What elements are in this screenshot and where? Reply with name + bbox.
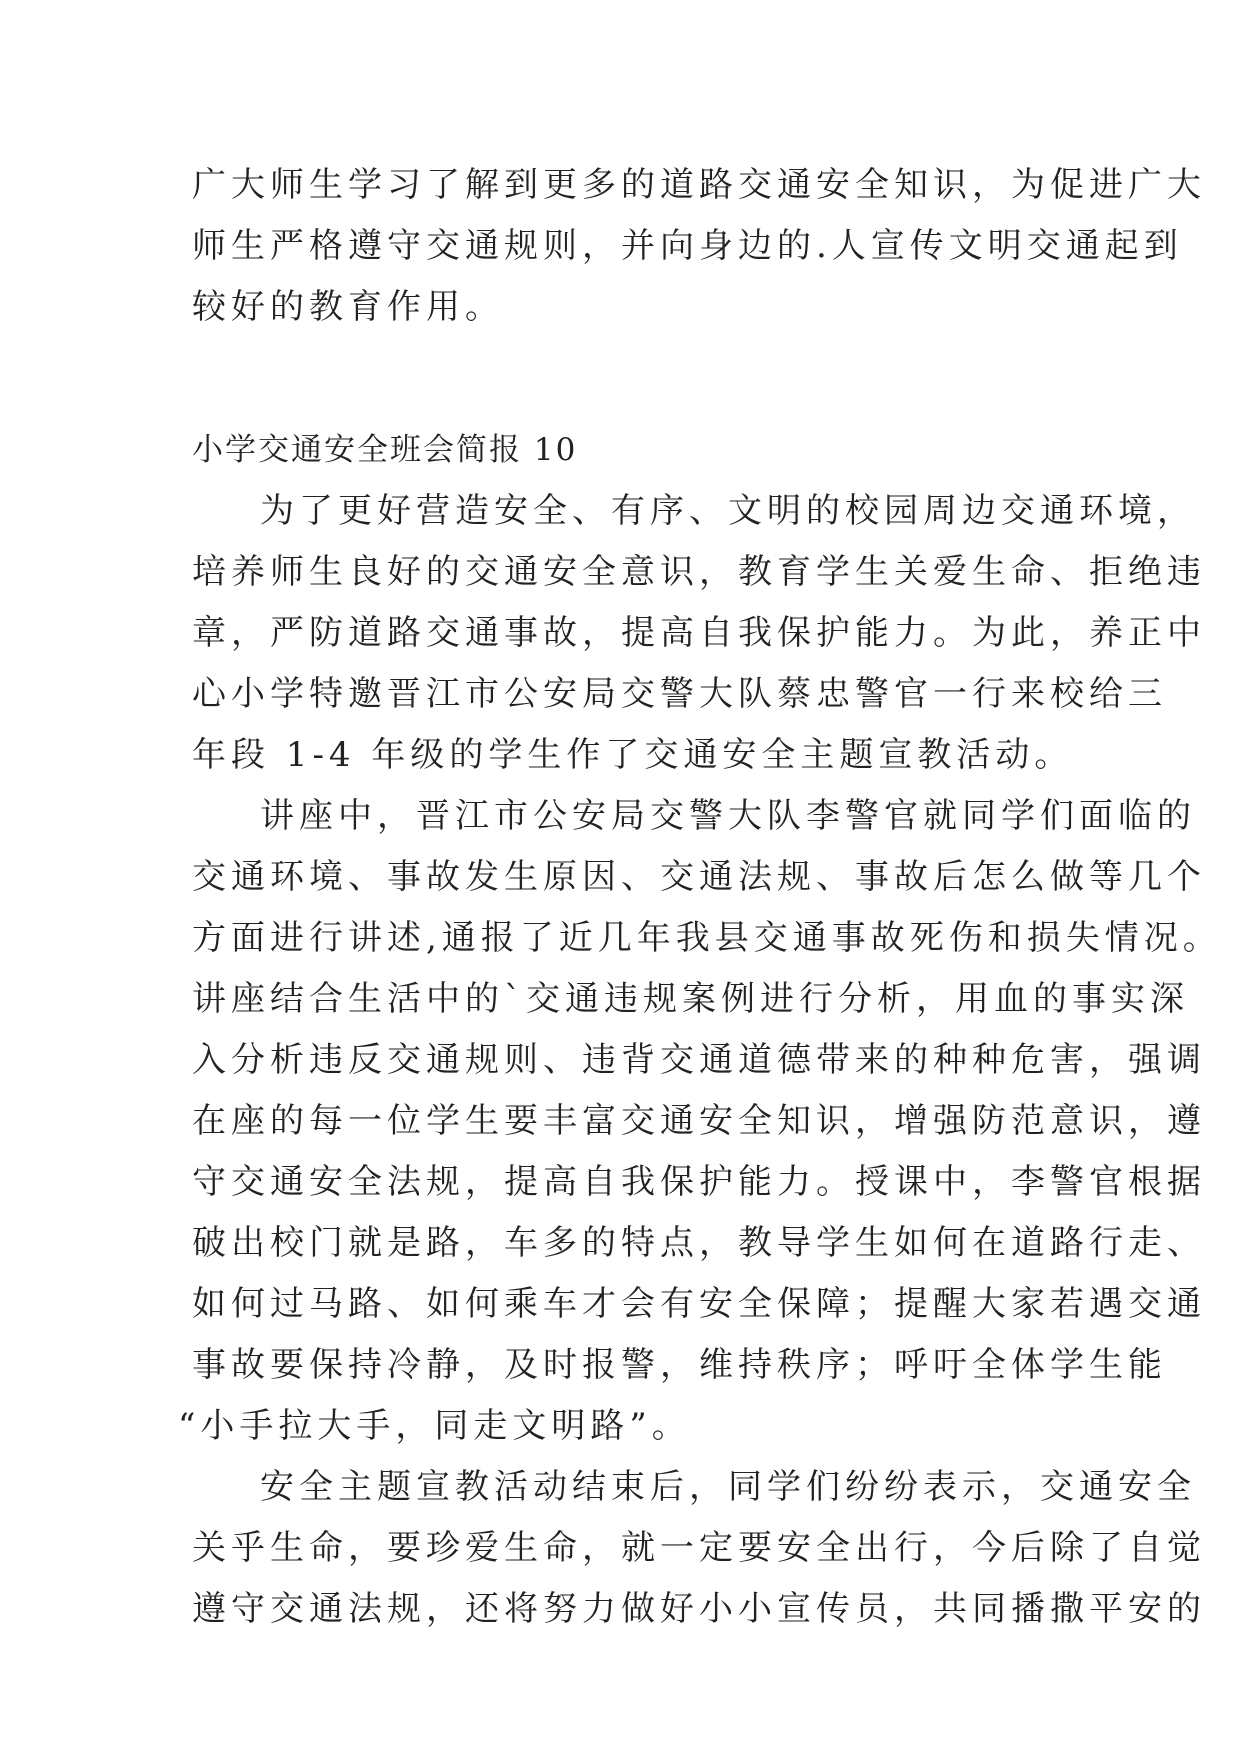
section-title: 小学交通安全班会简报 10 xyxy=(192,432,578,468)
text-line: 讲座中，晋江市公安局交警大队李警官就同学们面临的 xyxy=(260,796,1196,836)
paragraph-conclusion xyxy=(192,1457,1206,1640)
text-line: 事故要保持冷静，及时报警，维持秩序；呼吁全体学生能 xyxy=(192,1345,1167,1385)
text-line: 守交通安全法规，提高自我保护能力。授课中，李警官根据 xyxy=(192,1162,1206,1202)
text-line: 广大师生学习了解到更多的道路交通安全知识，为促进广大 xyxy=(192,165,1206,205)
text-line: 章，严防道路交通事故，提高自我保护能力。为此，养正中 xyxy=(192,613,1206,653)
text-line: 讲座结合生活中的`交通违规案例进行分析，用血的事实深 xyxy=(192,979,1189,1019)
top-paragraph xyxy=(192,155,1206,338)
document-body xyxy=(178,155,1222,1640)
text-line: “小手拉大手，同走文明路”。 xyxy=(178,1406,691,1446)
text-line: 方面进行讲述,通报了近几年我县交通事故死伤和损失情况。 xyxy=(192,918,1222,958)
text-line: 安全主题宣教活动结束后，同学们纷纷表示，交通安全 xyxy=(260,1467,1196,1507)
text-line: 入分析违反交通规则、违背交通道德带来的种种危害，强调 xyxy=(192,1040,1206,1080)
text-line: 年段 1-4 年级的学生作了交通安全主题宣教活动。 xyxy=(192,735,1074,775)
text-line: 心小学特邀晋江市公安局交警大队蔡忠警官一行来校给三 xyxy=(192,674,1167,714)
paragraph-intro xyxy=(192,481,1206,786)
text-line: 培养师生良好的交通安全意识，教育学生关爱生命、拒绝违 xyxy=(192,552,1206,592)
text-line: 师生严格遵守交通规则，并向身边的.人宣传文明交通起到 xyxy=(192,226,1183,266)
text-line: 交通环境、事故发生原因、交通法规、事故后怎么做等几个 xyxy=(192,857,1206,897)
text-line: 遵守交通法规，还将努力做好小小宣传员，共同播撒平安的 xyxy=(192,1589,1206,1629)
text-line: 破出校门就是路，车多的特点，教导学生如何在道路行走、 xyxy=(192,1223,1206,1263)
text-line: 在座的每一位学生要丰富交通安全知识，增强防范意识，遵 xyxy=(192,1101,1206,1141)
text-line: 如何过马路、如何乘车才会有安全保障；提醒大家若遇交通 xyxy=(192,1284,1206,1324)
text-line: 关乎生命，要珍爱生命，就一定要安全出行，今后除了自觉 xyxy=(192,1528,1206,1568)
text-line: 为了更好营造安全、有序、文明的校园周边交通环境， xyxy=(260,491,1196,531)
text-line: 较好的教育作用。 xyxy=(192,287,504,327)
paragraph-lecture xyxy=(178,786,1222,1457)
